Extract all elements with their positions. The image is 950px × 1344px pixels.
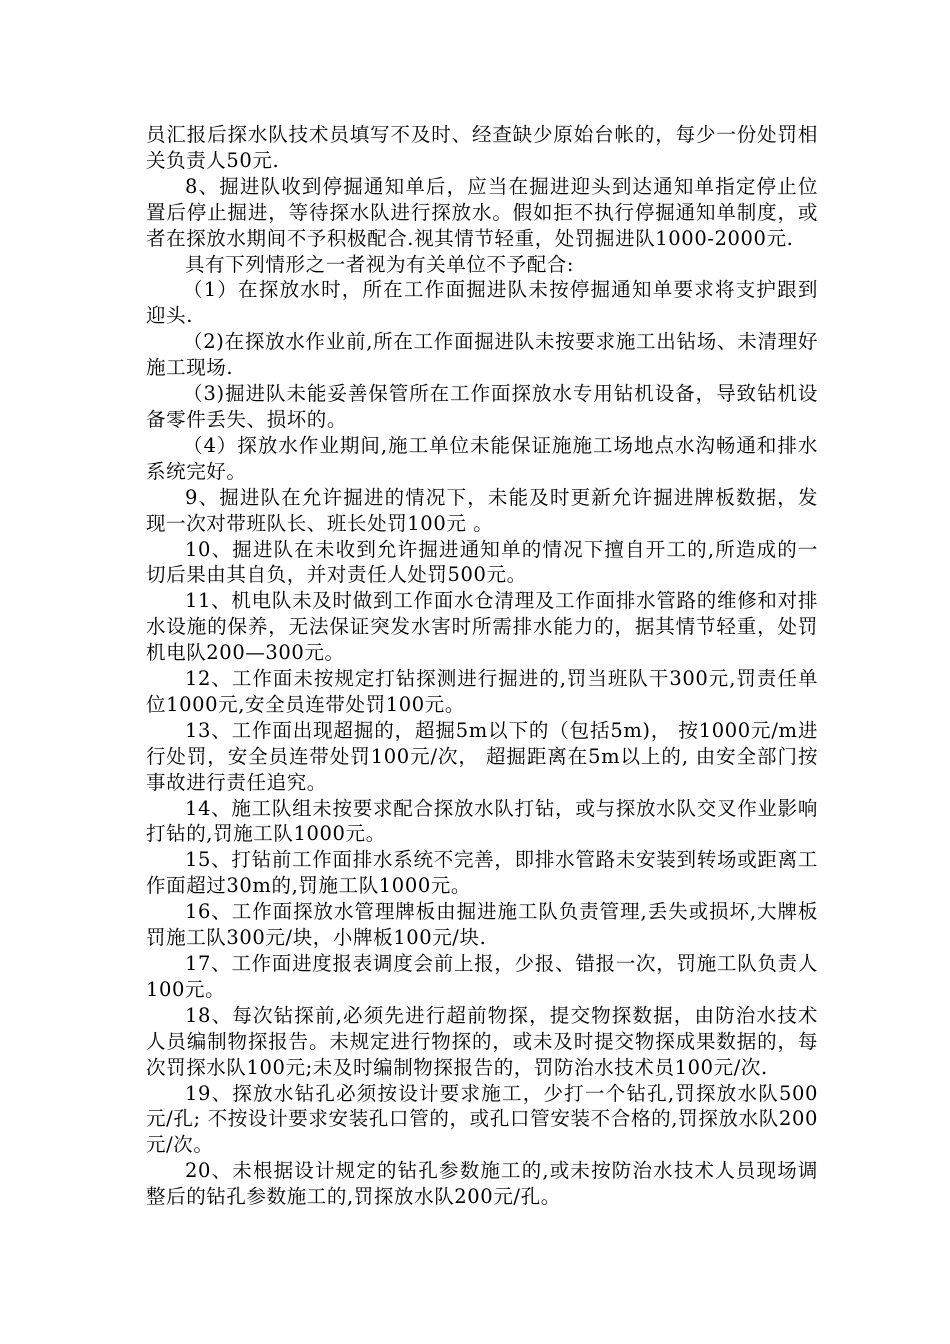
paragraph-conditions-intro: 具有下列情形之一者视为有关单位不予配合: [185,252,575,276]
paragraph-item-14: 14、施工队组未按要求配合探放水队打钻，或与探放水队交叉作业影响打钻的,罚施工队1000元。 [146,796,818,846]
paragraph-item-10: 10、掘进队在未收到允许掘进通知单的情况下擅自开工的,所造成的一切后果由其自负，并对责任人处罚500元。 [146,537,818,587]
paragraph-item-18: 18、每次钻探前,必须先进行超前物探，提交物探数据，由防治水技术人员编制物探报告。未规定进行物探的，或未及时提交物探成果数据的，每次罚探水队100元;未及时编制物探报告的，罚防治水技术员100元/次. [146,1003,818,1079]
paragraph-continuation: 员汇报后探水队技术员填写不及时、经查缺少原始台帐的，每少一份处罚相关负责人50元. [146,123,818,172]
paragraph-item-13: 13、工作面出现超掘的，超掘5m以下的（包括5m)， 按1000元/m进行处罚，安全员连带处罚100元/次， 超掘距离在5m以上的, 由安全部门按事故进行责任追究。 [146,718,818,794]
paragraph-condition-1: （1）在探放水时，所在工作面掘进队未按停掘通知单要求将支护跟到迎头. [146,278,818,328]
paragraph-item-9: 9、掘进队在允许掘进的情况下，未能及时更新允许掘进牌板数据，发现一次对带班队长、班长处罚100元 。 [146,485,818,535]
paragraph-item-11: 11、机电队未及时做到工作面水仓清理及工作面排水管路的维修和对排水设施的保养，无法保证突发水害时所需排水能力的，据其情节轻重，处罚机电队200—300元。 [146,589,818,665]
paragraph-item-15: 15、打钻前工作面排水系统不完善，即排水管路未安装到转场或距离工作面超过30m的,罚施工队1000元。 [146,848,818,898]
paragraph-item-12: 12、工作面未按规定打钻探测进行掘进的,罚当班队干300元,罚责任单位1000元,安全员连带处罚100元。 [146,667,818,716]
paragraph-item-8: 8、掘进队收到停掘通知单后，应当在掘进迎头到达通知单指定停止位置后停止掘进，等待探水队进行探放水。假如拒不执行停掘通知单制度，或者在探放水期间不予积极配合.视其情节轻重，处罚掘进队1000-2000元. [146,174,818,250]
paragraph-condition-4: （4）探放水作业期间,施工单位未能保证施施工场地点水沟畅通和排水系统完好。 [146,433,818,483]
paragraph-item-19: 19、探放水钻孔必须按设计要求施工，少打一个钻孔,罚探放水队500元/孔; 不按设计要求安装孔口管的，或孔口管安装不合格的,罚探放水队200元/次。 [146,1081,818,1157]
paragraph-item-16: 16、工作面探放水管理牌板由掘进施工队负责管理,丢失或损坏,大牌板罚施工队300元/块，小牌板100元/块. [146,900,818,950]
paragraph-item-20: 20、未根据设计规定的钻孔参数施工的,或未按防治水技术人员现场调整后的钻孔参数施工的,罚探放水队200元/孔。 [146,1159,818,1209]
paragraph-condition-2: （2)在探放水作业前,所在工作面掘进队未按要求施工出钻场、未清理好施工现场. [146,330,818,380]
paragraph-item-17: 17、工作面进度报表调度会前上报，少报、错报一次，罚施工队负责人100元。 [146,952,818,1001]
document-body [146,122,818,1210]
paragraph-condition-3: （3)掘进队未能妥善保管所在工作面探放水专用钻机设备，导致钻机设备零件丢失、损坏的。 [146,382,818,431]
